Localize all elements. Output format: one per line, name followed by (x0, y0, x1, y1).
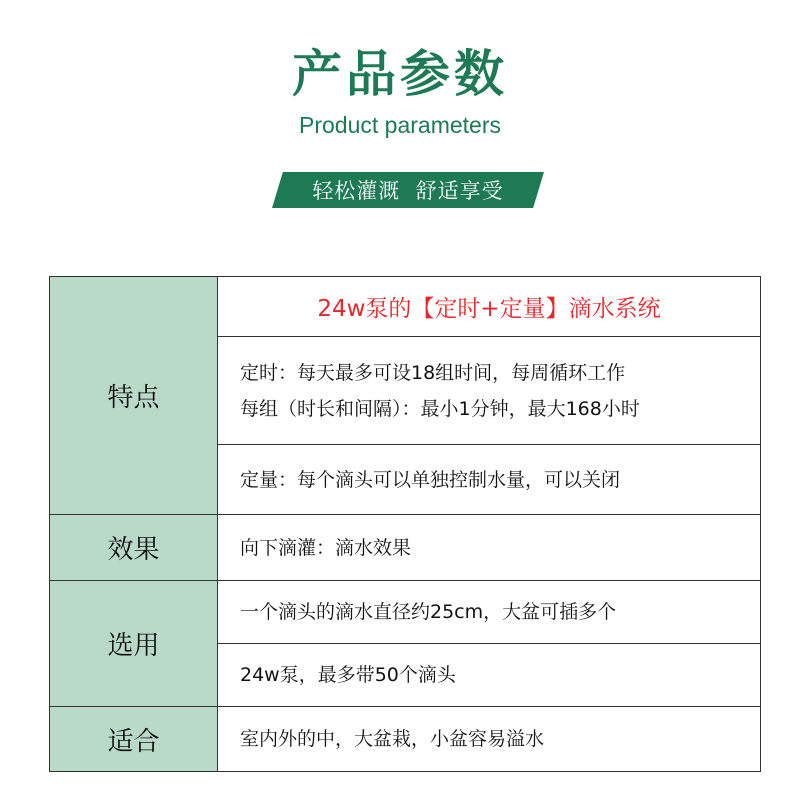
features-timing-line-2: 每组（时长和间隔）：最小1分钟，最大168小时 (240, 397, 640, 420)
slogan-text: 轻松灌溉 舒适享受 (312, 179, 504, 203)
parameters-table (49, 276, 761, 772)
slogan-banner (272, 172, 544, 208)
table-header-title: 24w泵的【定时+定量】滴水系统 (218, 277, 761, 337)
selection-diameter-cell (218, 581, 761, 644)
label-effect: 效果 (50, 515, 218, 581)
features-timing-line-1: 定时：每天最多可设18组时间，每周循环工作 (240, 361, 626, 384)
effect-line: 向下滴灌：滴水效果 (240, 536, 412, 559)
selection-pump-line: 24w泵，最多带50个滴头 (240, 664, 456, 686)
label-selection: 选用 (50, 581, 218, 707)
page-subtitle: Product parameters (299, 112, 501, 138)
suitable-cell (218, 707, 761, 772)
features-quantity-cell (218, 445, 761, 515)
label-features: 特点 (50, 277, 218, 515)
table-row (50, 581, 761, 644)
table-row (50, 277, 761, 337)
selection-pump-cell (218, 644, 761, 707)
effect-cell (218, 515, 761, 581)
page-title: 产品参数 (292, 45, 508, 103)
features-quantity-line: 定量：每个滴头可以单独控制水量，可以关闭 (240, 468, 621, 491)
features-timing-cell (218, 337, 761, 445)
selection-diameter-line: 一个滴头的滴水直径约25cm，大盆可插多个 (240, 601, 617, 623)
table-row (50, 707, 761, 772)
suitable-line: 室内外的中，大盆栽，小盆容易溢水 (240, 728, 545, 750)
label-suitable: 适合 (50, 707, 218, 772)
table-row (50, 515, 761, 581)
